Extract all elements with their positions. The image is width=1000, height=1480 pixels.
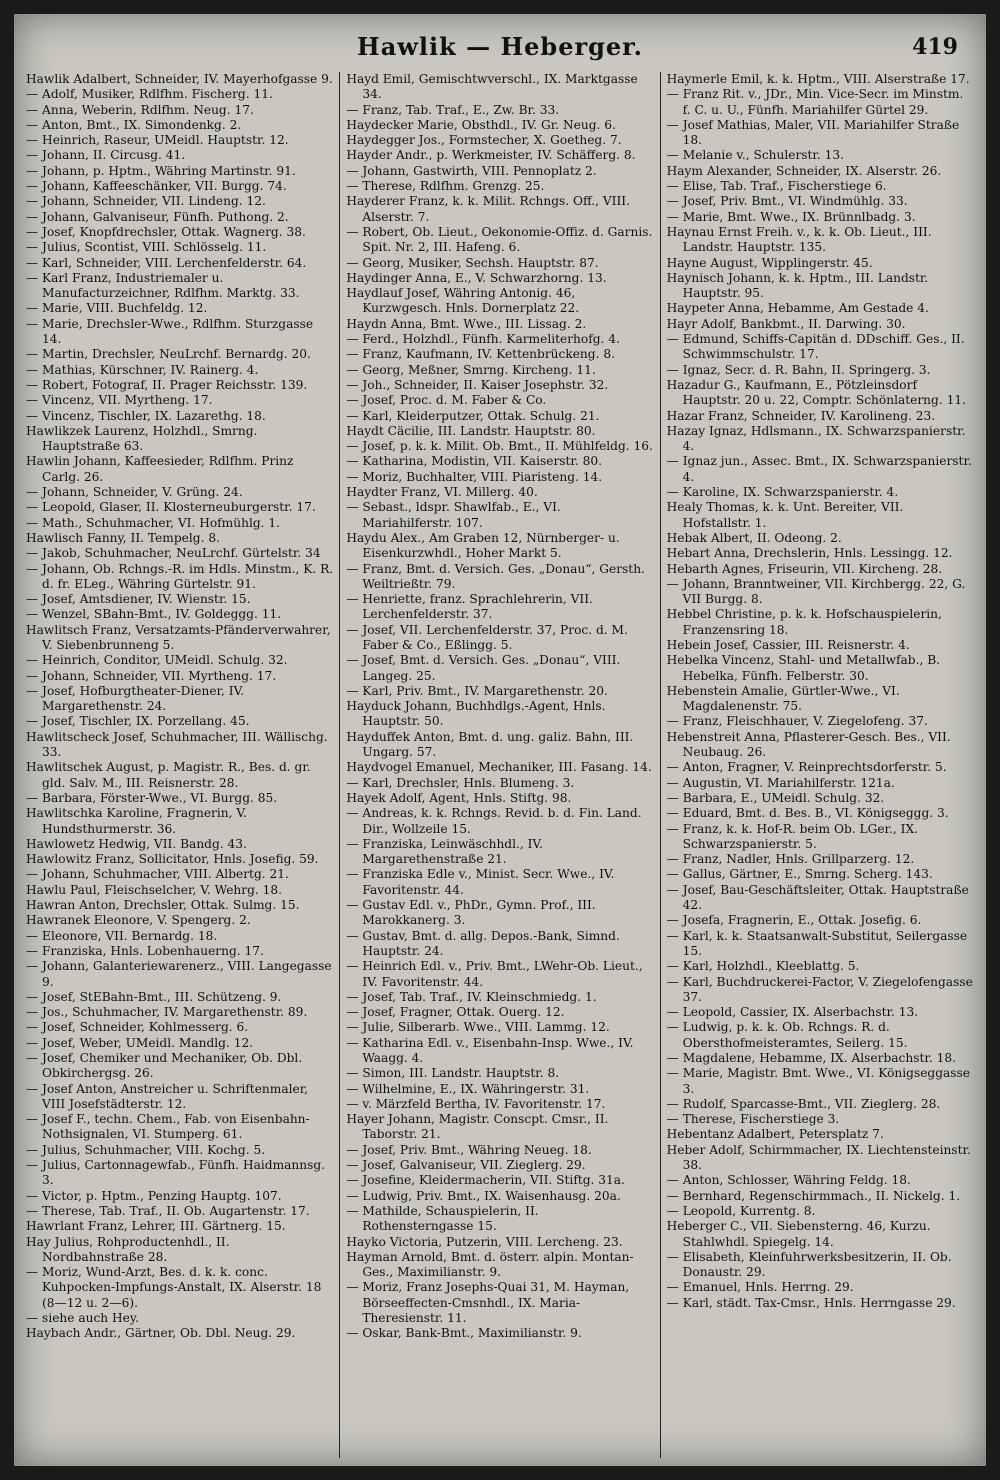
directory-entry: Haybach Andr., Gärtner, Ob. Dbl. Neug. 29. — [26, 1326, 296, 1341]
directory-entry: — Josef, Chemiker und Mechaniker, Ob. Dbl. Obkirchergsg. 26. — [26, 1051, 303, 1081]
directory-entry: — Barbara, E., UMeidl. Schulg. 32. — [666, 790, 885, 805]
directory-entry: Hazay Ignaz, Hdlsmann., IX. Schwarzspanierstr. 4. — [666, 423, 966, 454]
directory-entry: — Johann, Kaffeeschänker, VII. Burgg. 74. — [26, 179, 287, 194]
directory-entry: — Melanie v., Schulerstr. 13. — [666, 148, 845, 163]
directory-entry: Hebein Josef, Cassier, III. Reisnerstr. 4. — [666, 637, 910, 652]
directory-entry: — Josef, VII. Lerchenfelderstr. 37, Proc. d. M. Faber & Co., Eßlingg. 5. — [346, 622, 628, 652]
directory-entry: — Wilhelmine, E., IX. Währingerstr. 31. — [346, 1081, 590, 1096]
directory-entry: Hebbel Christine, p. k. k. Hofschauspielerin, Franzensring 18. — [666, 607, 942, 637]
directory-entry: — Johann, Ob. Rchngs.-R. im Hdls. Minstm., K. R. d. fr. ELeg., Währing Gürtelstr. 91. — [26, 561, 334, 591]
directory-entry: — Georg, Musiker, Sechsh. Hauptstr. 87. — [346, 255, 599, 270]
directory-entry: Healy Thomas, k. k. Unt. Bereiter, VII. Hofstallstr. 1. — [666, 500, 904, 530]
directory-entry: — Heinrich Edl. v., Priv. Bmt., LWehr-Ob. Lieut., IV. Favoritenstr. 44. — [346, 959, 643, 989]
directory-entry: — Johann, Galanteriewarenerz., VIII. Langegasse 9. — [26, 959, 332, 989]
directory-entry: Haydt Cäcilie, III. Landstr. Hauptstr. 80. — [346, 423, 596, 438]
directory-entry: — Franz, Nadler, Hnls. Grillparzerg. 12. — [666, 852, 915, 867]
directory-entry: — Josef F., techn. Chem., Fab. von Eisenbahn-Nothsignalen, VI. Stumperg. 61. — [26, 1112, 310, 1142]
directory-entry: — Adolf, Musiker, Rdlfhm. Fischerg. 11. — [26, 87, 273, 102]
directory-entry: — Josef, Hofburgtheater-Diener, IV. Margarethenstr. 24. — [26, 683, 245, 714]
directory-entry: Haypeter Anna, Hebamme, Am Gestade 4. — [666, 301, 929, 316]
directory-entry: — Therese, Tab. Traf., II. Ob. Augartenstr. 17. — [26, 1203, 310, 1218]
directory-entry: Hayderer Franz, k. k. Milit. Rchngs. Off., VIII. Alserstr. 7. — [346, 194, 630, 224]
directory-entry: — Franziska, Leinwäschhdl., IV. Margarethenstraße 21. — [346, 836, 543, 867]
directory-entry: — Ignaz jun., Assec. Bmt., IX. Schwarzspanierstr. 4. — [666, 454, 972, 484]
column-left — [20, 72, 339, 1458]
directory-entry: — Rudolf, Sparcasse-Bmt., VII. Zieglerg. 28. — [666, 1096, 941, 1111]
directory-entry: — Josef, Proc. d. M. Faber & Co. — [346, 393, 547, 408]
directory-entry: — Johann, Gastwirth, VIII. Pennoplatz 2. — [346, 163, 597, 178]
directory-entry: — Bernhard, Regenschirmmach., II. Nickelg. 1. — [666, 1188, 961, 1203]
directory-entry: Hawlikzek Laurenz, Holzhdl., Smrng. Hauptstraße 63. — [26, 423, 258, 454]
directory-entry: — Johann, Schneider, VII. Lindeng. 12. — [26, 194, 266, 209]
directory-entry: — Anton, Bmt., IX. Simondenkg. 2. — [26, 117, 242, 132]
directory-entry: — Johann, II. Circusg. 41. — [26, 148, 186, 163]
directory-entry: Haydecker Marie, Obsthdl., IV. Gr. Neug. 6. — [346, 117, 616, 132]
directory-entry: Hayer Johann, Magistr. Conscpt. Cmsr., II. Taborstr. 21. — [346, 1112, 609, 1142]
directory-entry: Hawlik Adalbert, Schneider, IV. Mayerhofgasse 9. — [26, 72, 333, 86]
directory-entry: — Karl, Drechsler, Hnls. Blumeng. 3. — [346, 775, 575, 790]
directory-entry: — Josef Mathias, Maler, VII. Mariahilfer Straße 18. — [666, 117, 960, 148]
directory-entry: — Ferd., Holzhdl., Fünfh. Karmeliterhofg. 4. — [346, 332, 620, 347]
directory-entry: — Johann, Schuhmacher, VIII. Albertg. 21. — [26, 867, 289, 882]
directory-entry: — Franziska, Hnls. Lobenhauerng. 17. — [26, 943, 264, 958]
directory-entry: — Marie, Bmt. Wwe., IX. Brünnlbadg. 3. — [666, 209, 916, 224]
directory-entry: Hawlitschka Karoline, Fragnerin, V. Hundsthurmerstr. 36. — [26, 806, 247, 836]
directory-entry: — Josef, Tab. Traf., IV. Kleinschmiedg. 1. — [346, 989, 597, 1004]
directory-entry: — Marie, Drechsler-Wwe., Rdlfhm. Sturzgasse 14. — [26, 316, 314, 347]
directory-entry: — Johann, Schneider, VII. Myrtheng. 17. — [26, 668, 277, 683]
directory-entry: — Josef, p. k. k. Milit. Ob. Bmt., II. Mühlfeldg. 16. — [346, 439, 653, 454]
directory-entry: — Elise, Tab. Traf., Fischerstiege 6. — [666, 179, 887, 194]
directory-entry: Hay Julius, Rohproductenhdl., II. Nordbahnstraße 28. — [26, 1234, 230, 1264]
directory-entry: Hebart Anna, Drechslerin, Hnls. Lessingg. 12. — [666, 546, 953, 561]
directory-entry: — Heinrich, Raseur, UMeidl. Hauptstr. 12. — [26, 133, 289, 148]
directory-entry: — Gustav, Bmt. d. allg. Depos.-Bank, Simnd. Hauptstr. 24. — [346, 928, 620, 958]
directory-entry: — Josefine, Kleidermacherin, VII. Stiftg. 31a. — [346, 1173, 625, 1188]
directory-columns — [20, 72, 980, 1458]
directory-entry: — Julius, Cartonnagewfab., Fünfh. Haidmannsg. 3. — [26, 1158, 326, 1188]
directory-entry: — Franz, Tab. Traf., E., Zw. Br. 33. — [346, 102, 560, 117]
directory-entry: — Victor, p. Hptm., Penzing Hauptg. 107. — [26, 1188, 282, 1203]
directory-entry: — Marie, Magistr. Bmt. Wwe., VI. Königseggasse 3. — [666, 1066, 971, 1096]
directory-entry: — Karl, Schneider, VIII. Lerchenfelderstr. 64. — [26, 255, 307, 270]
directory-entry: Hawlitscheck Josef, Schuhmacher, III. Wällischg. 33. — [26, 729, 328, 760]
directory-entry: Hayko Victoria, Putzerin, VIII. Lercheng. 23. — [346, 1234, 623, 1249]
directory-entry: Hebarth Agnes, Friseurin, VII. Kircheng. 28. — [666, 561, 943, 576]
directory-entry: — Karl, städt. Tax-Cmsr., Hnls. Herrngasse 29. — [666, 1295, 956, 1310]
directory-entry: — Josef, Priv. Bmt., Währing Neueg. 18. — [346, 1142, 592, 1157]
directory-entry: Haydlauf Josef, Währing Antonig. 46, Kurzwgesch. Hnls. Dornerplatz 22. — [346, 286, 580, 316]
directory-entry: — Franz, Fleischhauer, V. Ziegelofeng. 37. — [666, 714, 928, 729]
directory-entry: — Math., Schuhmacher, VI. Hofmühlg. 1. — [26, 515, 281, 530]
directory-entry: Hawran Anton, Drechsler, Ottak. Sulmg. 15. — [26, 898, 300, 913]
directory-entry: Hebenstreit Anna, Pflasterer-Gesch. Bes., VII. Neubaug. 26. — [666, 729, 951, 760]
directory-entry: Heber Adolf, Schirmmacher, IX. Liechtensteinstr. 38. — [666, 1142, 971, 1173]
directory-entry: — Josef, Tischler, IX. Porzellang. 45. — [26, 714, 250, 729]
directory-entry: Hazadur G., Kaufmann, E., Pötzleinsdorf Hauptstr. 20 u. 22, Comptr. Schönlaterng. 11. — [666, 377, 966, 408]
directory-entry: — Franziska Edle v., Minist. Secr. Wwe., IV. Favoritenstr. 44. — [346, 867, 615, 897]
running-head: Hawlik — Heberger. — [357, 32, 643, 61]
directory-entry: — Elisabeth, Kleinfuhrwerksbesitzerin, II. Ob. Donaustr. 29. — [666, 1249, 952, 1280]
directory-entry: — Josef, Galvaniseur, VII. Zieglerg. 29. — [346, 1158, 586, 1173]
directory-entry: — Josef, Bmt. d. Versich. Ges. „Donau“, VIII. Langeg. 25. — [346, 653, 621, 683]
directory-entry: — Leopold, Kurrentg. 8. — [666, 1203, 816, 1218]
directory-entry: — Anton, Fragner, V. Reinprechtsdorferstr. 5. — [666, 760, 947, 775]
directory-entry: — Julius, Schuhmacher, VIII. Kochg. 5. — [26, 1142, 266, 1157]
directory-entry: — Ignaz, Secr. d. R. Bahn, II. Springerg. 3. — [666, 362, 931, 377]
directory-entry: — Franz, k. k. Hof-R. beim Ob. LGer., IX. Schwarzspanierstr. 5. — [666, 821, 919, 851]
directory-entry: Hayek Adolf, Agent, Hnls. Stiftg. 98. — [346, 790, 572, 805]
directory-entry: Hayr Adolf, Bankbmt., II. Darwing. 30. — [666, 316, 906, 331]
directory-entry: Hayman Arnold, Bmt. d. österr. alpin. Montan-Ges., Maximilianstr. 9. — [346, 1249, 634, 1280]
directory-entry: — Josef, Weber, UMeidl. Mandlg. 12. — [26, 1035, 254, 1050]
directory-entry: — Josef, Knopfdrechsler, Ottak. Wagnerg. 38. — [26, 224, 306, 239]
directory-entry: — Josef Anton, Anstreicher u. Schriftenmaler, VIII Josefstädterstr. 12. — [26, 1081, 309, 1111]
directory-entry: — v. Märzfeld Bertha, IV. Favoritenstr. 17. — [346, 1096, 606, 1111]
directory-entry: — Karl Franz, Industriemaler u. Manufacturzeichner, Rdlfhm. Marktg. 33. — [26, 270, 300, 301]
directory-entry: Hebak Albert, II. Odeong. 2. — [666, 530, 842, 545]
directory-entry: — Heinrich, Conditor, UMeidl. Schulg. 32. — [26, 653, 288, 668]
directory-entry: Hawlu Paul, Fleischselcher, V. Wehrg. 18. — [26, 882, 283, 897]
directory-entry: Haymerle Emil, k. k. Hptm., VIII. Alserstraße 17. — [666, 72, 970, 86]
directory-entry: Hawlowetz Hedwig, VII. Bandg. 43. — [26, 836, 247, 851]
directory-entry: — Josef, StEBahn-Bmt., III. Schützeng. 9. — [26, 989, 282, 1004]
directory-entry: — Moriz, Wund-Arzt, Bes. d. k. k. conc. Kuhpocken-Impfungs-Anstalt, IX. Alserstr. 18 (8—12 u. 2—6). — [26, 1265, 322, 1310]
directory-entry: — Robert, Ob. Lieut., Oekonomie-Offiz. d. Garnis. Spit. Nr. 2, III. Hafeng. 6. — [346, 224, 653, 255]
directory-entry: Hayne August, Wipplingerstr. 45. — [666, 255, 873, 270]
directory-entry: — Gustav Edl. v., PhDr., Gymn. Prof., III. Marokkanerg. 3. — [346, 898, 596, 928]
directory-entry: Hawlitsch Franz, Versatzamts-Pfänderverwahrer, V. Siebenbrunneng 5. — [26, 622, 331, 652]
directory-entry: — Mathilde, Schauspielerin, II. Rothensterngasse 15. — [346, 1203, 539, 1234]
directory-entry: — Johann, Galvaniseur, Fünfh. Puthong. 2. — [26, 209, 289, 224]
directory-entry: — Karoline, IX. Schwarzspanierstr. 4. — [666, 485, 899, 500]
directory-entry: — Therese, Rdlfhm. Grenzg. 25. — [346, 179, 545, 194]
directory-entry: Hayder Andr., p. Werkmeister, IV. Schäfferg. 8. — [346, 148, 636, 163]
directory-entry: Hayd Emil, Gemischtwverschl., IX. Marktgasse 34. — [346, 72, 638, 102]
directory-entry: Hazar Franz, Schneider, IV. Karolineng. 23. — [666, 408, 936, 423]
column-middle — [339, 72, 659, 1458]
directory-entry: — Karl, k. k. Staatsanwalt-Substitut, Seilergasse 15. — [666, 928, 968, 958]
directory-entry: Hawlowitz Franz, Sollicitator, Hnls. Josefig. 59. — [26, 852, 319, 867]
directory-entry: — Mathias, Kürschner, IV. Rainerg. 4. — [26, 362, 259, 377]
directory-entry: — Andreas, k. k. Rchngs. Revid. b. d. Fin. Land. Dir., Wollzeile 15. — [346, 806, 642, 836]
directory-entry: — Magdalene, Hebamme, IX. Alserbachstr. 18. — [666, 1051, 956, 1065]
directory-entry: — Josef, Amtsdiener, IV. Wienstr. 15. — [26, 592, 251, 607]
directory-entry: — Johann, Branntweiner, VII. Kirchbergg. 22, G. VII Burgg. 8. — [666, 576, 966, 607]
directory-entry: — Marie, VIII. Buchfeldg. 12. — [26, 301, 208, 316]
directory-entry: — Vincenz, Tischler, IX. Lazarethg. 18. — [26, 408, 266, 423]
directory-entry: Hawrlant Franz, Lehrer, III. Gärtnerg. 15. — [26, 1219, 286, 1234]
directory-entry: — Eduard, Bmt. d. Bes. B., VI. Königseggg. 3. — [666, 806, 949, 821]
directory-entry: — Moriz, Franz Josephs-Quai 31, M. Hayman, Börseeffecten-Cmsnhdl., IX. Maria-Theresienstr. 11. — [346, 1280, 630, 1326]
directory-entry: — Franz, Bmt. d. Versich. Ges. „Donau“, Gersth. Weiltrießtr. 79. — [346, 561, 645, 591]
directory-entry: Heberger C., VII. Siebensterng. 46, Kurzu. Stahlwhdl. Spiegelg. 14. — [666, 1219, 931, 1249]
directory-entry: — Robert, Fotograf, II. Prager Reichsstr. 139. — [26, 377, 308, 392]
directory-entry: Haym Alexander, Schneider, IX. Alserstr. 26. — [666, 163, 942, 178]
directory-entry: Hayduck Johann, Buchhdlgs.-Agent, Hnls. Hauptstr. 50. — [346, 699, 606, 729]
directory-entry: Hawranek Eleonore, V. Spengerg. 2. — [26, 913, 251, 928]
directory-entry: — Leopold, Glaser, II. Klosterneuburgerstr. 17. — [26, 500, 316, 515]
directory-entry: — Martin, Drechsler, NeuLrchf. Bernardg. 20. — [26, 347, 311, 362]
directory-entry: — Barbara, Förster-Wwe., VI. Burgg. 85. — [26, 790, 278, 805]
column-right — [660, 72, 980, 1458]
directory-entry: Haynisch Johann, k. k. Hptm., III. Landstr. Hauptstr. 95. — [666, 270, 929, 301]
directory-entry: — Karl, Holzhdl., Kleeblattg. 5. — [666, 959, 860, 974]
directory-entry: Hawlisch Fanny, II. Tempelg. 8. — [26, 530, 220, 545]
page-number: 419 — [912, 34, 958, 60]
directory-entry: Hebenstein Amalie, Gürtler-Wwe., VI. Magdalenenstr. 75. — [666, 683, 900, 714]
directory-entry: — Julie, Silberarb. Wwe., VIII. Lammg. 12. — [346, 1020, 610, 1035]
directory-entry: Haydu Alex., Am Graben 12, Nürnberger- u. Eisenkurzwhdl., Hoher Markt 5. — [346, 530, 620, 561]
directory-entry: — Karl, Priv. Bmt., IV. Margarethenstr. 20. — [346, 683, 608, 698]
directory-entry: — Katharina, Modistin, VII. Kaiserstr. 80. — [346, 454, 603, 469]
directory-entry: — Johann, Schneider, V. Grüng. 24. — [26, 485, 243, 500]
directory-entry: — Joh., Schneider, II. Kaiser Josephstr. 32. — [346, 377, 609, 392]
directory-entry: — Jakob, Schuhmacher, NeuLrchf. Gürtelstr. 34 — [26, 546, 321, 561]
directory-entry: — Jos., Schuhmacher, IV. Margarethenstr. 89. — [26, 1005, 308, 1020]
directory-entry: — Josef, Fragner, Ottak. Ouerg. 12. — [346, 1005, 565, 1020]
directory-entry: Hebelka Vincenz, Stahl- und Metallwfab., B. Hebelka, Fünfh. Felberstr. 30. — [666, 653, 941, 683]
directory-entry: — Emanuel, Hnls. Herrng. 29. — [666, 1280, 854, 1295]
directory-entry: — Ludwig, p. k. k. Ob. Rchngs. R. d. Obersthofmeisteramtes, Seilerg. 15. — [666, 1020, 908, 1050]
directory-entry: — Simon, III. Landstr. Hauptstr. 8. — [346, 1066, 560, 1081]
directory-entry: — Therese, Fischerstiege 3. — [666, 1112, 840, 1127]
directory-entry: — Julius, Scontist, VIII. Schlösselg. 11. — [26, 240, 267, 255]
directory-entry: — Gallus, Gärtner, E., Smrng. Scherg. 143. — [666, 867, 933, 882]
directory-entry: — Eleonore, VII. Bernardg. 18. — [26, 928, 218, 943]
directory-entry: — Georg, Meßner, Smrng. Kircheng. 11. — [346, 362, 596, 377]
directory-entry: — Franz, Kaufmann, IV. Kettenbrückeng. 8. — [346, 347, 615, 362]
directory-entry: Hayduffek Anton, Bmt. d. ung. galiz. Bahn, III. Ungarg. 57. — [346, 729, 634, 760]
directory-entry: Hawlitschek August, p. Magistr. R., Bes. d. gr. gld. Salv. M., III. Reisnerstr. 28. — [26, 760, 311, 790]
directory-entry: — Josefa, Fragnerin, E., Ottak. Josefig. 6. — [666, 913, 922, 928]
directory-entry: — Karl, Buchdruckerei-Factor, V. Ziegelofengasse 37. — [666, 974, 973, 1004]
directory-entry: — Edmund, Schiffs-Capitän d. DDschiff. Ges., II. Schwimmschulstr. 17. — [666, 332, 965, 362]
directory-entry: — Vincenz, VII. Myrtheng. 17. — [26, 393, 213, 408]
directory-entry: Haydter Franz, VI. Millerg. 40. — [346, 485, 538, 500]
directory-entry: — Sebast., ldspr. Shawlfab., E., VI. Mariahilferstr. 107. — [346, 500, 561, 530]
directory-entry: — Moriz, Buchhalter, VIII. Piaristeng. 14. — [346, 469, 603, 484]
directory-entry: — Josef, Schneider, Kohlmesserg. 6. — [26, 1020, 249, 1035]
directory-entry: — Katharina Edl. v., Eisenbahn-Insp. Wwe., IV. Waagg. 4. — [346, 1035, 634, 1065]
directory-entry: Haydinger Anna, E., V. Schwarzhorng. 13. — [346, 270, 607, 285]
directory-entry: — Oskar, Bank-Bmt., Maximilianstr. 9. — [346, 1326, 582, 1341]
directory-entry: Hebentanz Adalbert, Petersplatz 7. — [666, 1127, 884, 1142]
page-header — [14, 32, 986, 68]
directory-entry: — Franz Rit. v., JDr., Min. Vice-Secr. im Minstm. f. C. u. U., Fünfh. Mariahilfer Gürtel 29. — [666, 87, 964, 117]
directory-entry: — Augustin, VI. Mariahilferstr. 121a. — [666, 775, 895, 790]
directory-entry: Haydegger Jos., Formstecher, X. Goetheg. 7. — [346, 133, 622, 148]
directory-entry: — Henriette, franz. Sprachlehrerin, VII. Lerchenfelderstr. 37. — [346, 592, 593, 622]
directory-entry: — Leopold, Cassier, IX. Alserbachstr. 13. — [666, 1005, 919, 1020]
directory-entry: — Anton, Schlosser, Währing Feldg. 18. — [666, 1173, 911, 1188]
directory-page — [14, 14, 986, 1466]
directory-entry: — Johann, p. Hptm., Währing Martinstr. 91. — [26, 163, 296, 178]
directory-entry: — Josef, Bau-Geschäftsleiter, Ottak. Hauptstraße 42. — [666, 882, 969, 913]
directory-entry: — Anna, Weberin, Rdlfhm. Neug. 17. — [26, 102, 254, 117]
directory-entry: — Ludwig, Priv. Bmt., IX. Waisenhausg. 20a. — [346, 1188, 621, 1203]
directory-entry: — Josef, Priv. Bmt., VI. Windmühlg. 33. — [666, 194, 908, 209]
directory-entry: — Karl, Kleiderputzer, Ottak. Schulg. 21. — [346, 408, 600, 423]
directory-entry: Haydn Anna, Bmt. Wwe., III. Lissag. 2. — [346, 316, 587, 331]
directory-entry: — siehe auch Hey. — [26, 1311, 140, 1326]
directory-entry: — Wenzel, SBahn-Bmt., IV. Goldeggg. 11. — [26, 607, 282, 622]
directory-entry: Haynau Ernst Freih. v., k. k. Ob. Lieut., III. Landstr. Hauptstr. 135. — [666, 224, 932, 255]
directory-entry: Haydvogel Emanuel, Mechaniker, III. Fasang. 14. — [346, 760, 652, 775]
directory-entry: Hawlin Johann, Kaffeesieder, Rdlfhm. Prinz Carlg. 26. — [26, 454, 294, 484]
